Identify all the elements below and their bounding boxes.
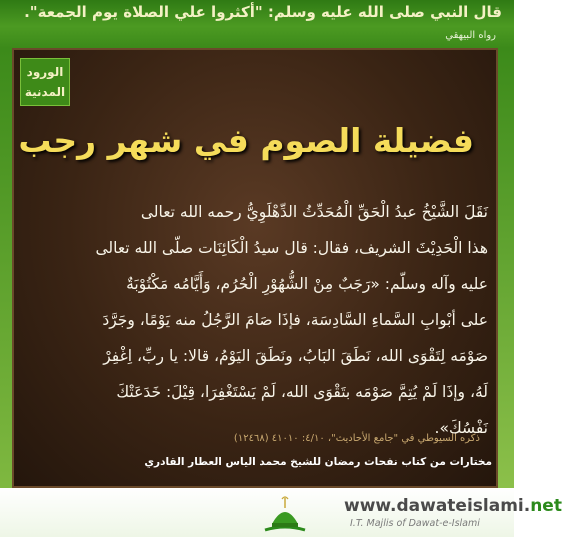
body-line: عليه وآله وسلّم: «رَجَبٌ مِنْ الشُّهُوْرِ الْحُرُم، وَأَيَّامُه مَكْتُوْبَةٌ: [126, 275, 488, 293]
excerpt-credit: مختارات من كتاب نفحات رمضان للشيخ محمد الياس العطار القادري: [144, 456, 492, 468]
body-line: صَوْمَه لِتَقْوَى الله، نَطَقَ البَابُ، ونَطَقَ اليَوْمُ، قالا: يا ربِّ، اِغْفِرْ: [103, 347, 488, 365]
article-body: [22, 194, 488, 446]
body-line: نَفْسُكَ».: [434, 419, 488, 437]
narrator-credit: رواه البيهقي: [445, 30, 496, 41]
green-dome-logo-icon: [262, 494, 308, 534]
body-line: على أبْوابِ السَّماءِ السَّادِسَة، فإذَا صَامَ الرَّجُلُ منه يَوْمًا، وجَرَّدَ: [102, 311, 488, 329]
series-badge: [20, 58, 70, 106]
site-tld: net: [530, 496, 562, 516]
body-line: هذا الْحَدِيْثَ الشريف، فقال: قال سيدُ الْكَائِنَات صلّى الله تعالى: [95, 239, 488, 257]
badge-line-2: المدنية: [24, 85, 66, 99]
body-line: لَهُ، وإذَا لَمْ يُتِمَّ صَوْمَه بتَقْوَى الله، لَمْ يَسْتَغْفِرَا، قِيْلَ: خَدَعَتْكَ: [116, 383, 488, 401]
source-reference: ذكره السيوطي في "جامع الأحاديث"، ٤/١٠: ٤١٠١٠ (١٢٤٦٨): [233, 433, 480, 444]
right-green-border: [498, 48, 514, 488]
page-title: فضيلة الصوم في شهر رجب: [18, 121, 474, 160]
left-green-border: [0, 48, 12, 488]
badge-line-1: الورود: [26, 65, 64, 79]
body-line: نَقَلَ الشَّيْخُ عبدُ الْحَقِّ الْمُحَدِّثُ الدِّهْلَوِيُّ رحمه الله تعالى: [140, 203, 488, 221]
hadith-quote: قال النبي صلى الله عليه وسلم: "أكثروا علي الصلاة يوم الجمعة".: [24, 3, 502, 21]
site-main: www.dawateislami.: [344, 496, 531, 516]
website-link[interactable]: [344, 496, 562, 516]
footer-tagline: I.T. Majlis of Dawat-e-Islami: [350, 518, 480, 529]
header-band: [0, 0, 514, 48]
